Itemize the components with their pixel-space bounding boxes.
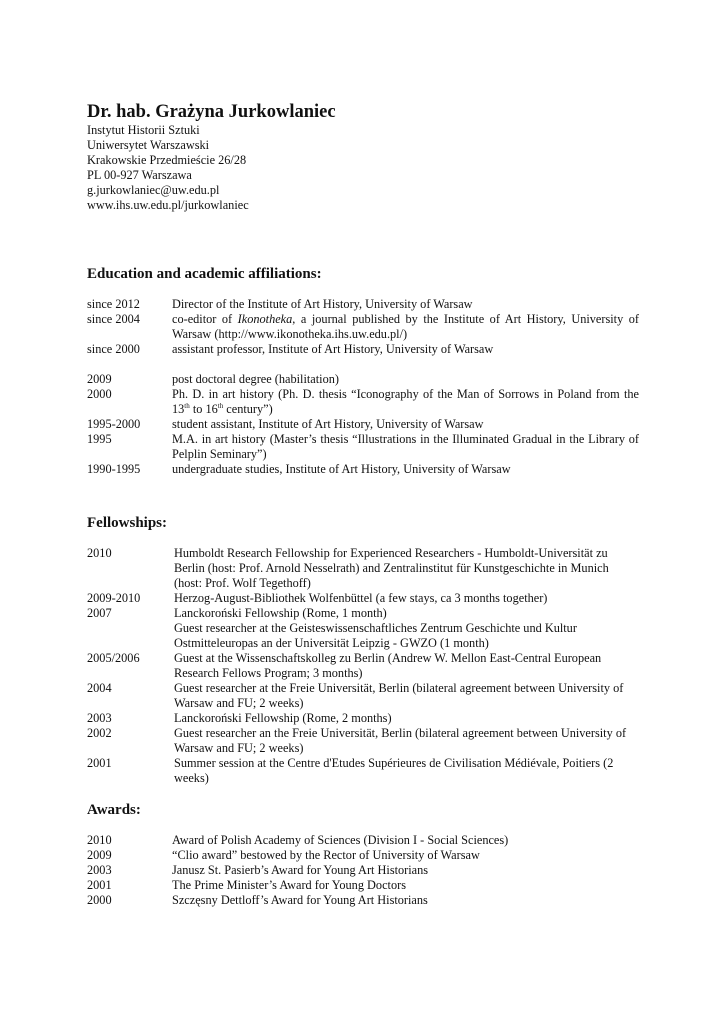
fellowship-row <box>87 546 639 591</box>
entry-text: Herzog-August-Bibliothek Wolfenbüttel (a few stays, ca 3 months together) <box>174 591 548 605</box>
education-row <box>87 387 639 417</box>
award-row <box>87 833 639 848</box>
entry-year: 2010 <box>87 546 112 560</box>
entry-year: 1995 <box>87 432 112 446</box>
email-line: g.jurkowlaniec@uw.edu.pl <box>87 183 220 197</box>
awards-heading: Awards: <box>87 802 141 818</box>
education-row <box>87 312 639 342</box>
entry-text: Humboldt Research Fellowship for Experienced Researchers - Humboldt-Universität zu Berlin (host: Prof. Arnold Nesselrath) and Zentralinstitut für Kunstgeschichte in Munich (host: Prof. Wolf Tegethoff) <box>174 546 609 590</box>
entry-year: 1990-1995 <box>87 462 141 476</box>
spacer-row <box>87 357 639 372</box>
entry-text: Guest researcher an the Freie Universität, Berlin (bilateral agreement between University of Warsaw and FU; 2 weeks) <box>174 726 627 755</box>
award-row <box>87 848 639 863</box>
education-row <box>87 297 639 312</box>
entry-year: 1995-2000 <box>87 417 141 431</box>
entry-text: Lanckoroński Fellowship (Rome, 1 month) <box>174 606 387 620</box>
entry-year: 2009 <box>87 372 112 386</box>
entry-year: 2003 <box>87 863 112 877</box>
entry-year: 2004 <box>87 681 112 695</box>
entry-text: post doctoral degree (habilitation) <box>172 372 339 386</box>
entry-year: 2009-2010 <box>87 591 141 605</box>
entry-text: Janusz St. Pasierb’s Award for Young Art Historians <box>172 863 429 877</box>
education-row <box>87 372 639 387</box>
fellowship-row <box>87 651 639 681</box>
entry-text: The Prime Minister’s Award for Young Doctors <box>172 878 406 892</box>
entry-text: Guest researcher at the Geisteswissenschaftliches Zentrum Geschichte und Kultur Ostmitteleuropas an der Universität Leipzig - GWZO (1 month) <box>174 621 577 650</box>
education-row <box>87 462 639 477</box>
entry-text: “Clio award” bestowed by the Rector of University of Warsaw <box>172 848 480 862</box>
entry-text: Guest at the Wissenschaftskolleg zu Berlin (Andrew W. Mellon East-Central European Research Fellows Program; 3 months) <box>174 651 602 680</box>
education-section <box>87 265 639 477</box>
entry-text: assistant professor, Institute of Art History, University of Warsaw <box>172 342 494 356</box>
fellowships-table <box>87 546 639 786</box>
fellowship-row <box>87 711 639 726</box>
fellowship-row <box>87 756 639 786</box>
fellowships-section <box>87 514 639 786</box>
entry-text: Guest researcher at the Freie Universität, Berlin (bilateral agreement between University of Warsaw and FU; 2 weeks) <box>174 681 624 710</box>
entry-text: Director of the Institute of Art History, University of Warsaw <box>172 297 473 311</box>
entry-year <box>87 621 174 651</box>
entry-year: 2000 <box>87 893 112 907</box>
entry-text-part: to 16 <box>189 402 218 416</box>
entry-text <box>172 312 639 342</box>
entry-text: Szczęsny Dettloff’s Award for Young Art Historians <box>172 893 428 907</box>
award-row <box>87 863 639 878</box>
entry-text-part: , a journal published by the Institute of Art History, University of Warsaw (http://www.ikonotheka.ihs.uw.edu.pl/) <box>172 312 639 341</box>
award-row <box>87 893 639 908</box>
education-row <box>87 342 639 357</box>
entry-year: since 2012 <box>87 297 140 311</box>
entry-text: Award of Polish Academy of Sciences (Division I - Social Sciences) <box>172 833 509 847</box>
entry-year: 2003 <box>87 711 112 725</box>
education-row <box>87 417 639 432</box>
entry-text: M.A. in art history (Master’s thesis “Illustrations in the Illuminated Gradual in the Library of Pelplin Seminary”) <box>172 432 639 461</box>
journal-title: Ikonotheka <box>237 312 293 326</box>
university-line: Uniwersytet Warszawski <box>87 138 210 152</box>
author-name: Dr. hab. Grażyna Jurkowlaniec <box>87 102 336 122</box>
entry-text: Lanckoroński Fellowship (Rome, 2 months) <box>174 711 392 725</box>
institute-line: Instytut Historii Sztuki <box>87 123 200 137</box>
entry-year: 2002 <box>87 726 112 740</box>
education-table <box>87 297 639 477</box>
entry-year: 2009 <box>87 848 112 862</box>
entry-text: Summer session at the Centre d'Etudes Supérieures de Civilisation Médiévale, Poitiers (2 weeks) <box>174 756 614 785</box>
entry-text: student assistant, Institute of Art History, University of Warsaw <box>172 417 484 431</box>
entry-year: since 2004 <box>87 312 140 326</box>
entry-year: 2001 <box>87 756 112 770</box>
fellowship-row <box>87 621 639 651</box>
education-row <box>87 432 639 462</box>
entry-year: 2010 <box>87 833 112 847</box>
fellowships-heading: Fellowships: <box>87 515 168 531</box>
entry-year: 2001 <box>87 878 112 892</box>
entry-text: undergraduate studies, Institute of Art History, University of Warsaw <box>172 462 511 476</box>
cv-header <box>87 101 639 213</box>
fellowship-row <box>87 606 639 621</box>
entry-text <box>172 387 639 417</box>
fellowship-row <box>87 591 639 606</box>
ordinal-suffix: th <box>184 402 190 410</box>
ordinal-suffix: th <box>217 402 224 410</box>
contact-block <box>87 123 639 213</box>
fellowship-row <box>87 681 639 711</box>
entry-year: 2007 <box>87 606 112 620</box>
fellowship-row <box>87 726 639 756</box>
education-heading: Education and academic affiliations: <box>87 266 322 282</box>
postal-line: PL 00-927 Warszawa <box>87 168 192 182</box>
entry-year: 2005/2006 <box>87 651 140 665</box>
entry-year: since 2000 <box>87 342 140 356</box>
street-line: Krakowskie Przedmieście 26/28 <box>87 153 247 167</box>
entry-text-part: Ph. D. in art history (Ph. D. thesis “Iconography of the Man of Sorrows in Poland from the 13 <box>172 387 639 416</box>
award-row <box>87 878 639 893</box>
awards-table <box>87 833 639 908</box>
website-line: www.ihs.uw.edu.pl/jurkowlaniec <box>87 198 249 212</box>
entry-text-part: century”) <box>223 402 273 416</box>
awards-section <box>87 801 639 908</box>
entry-year: 2000 <box>87 387 112 401</box>
cv-page <box>87 101 639 908</box>
entry-text-part: co-editor of <box>172 312 238 326</box>
